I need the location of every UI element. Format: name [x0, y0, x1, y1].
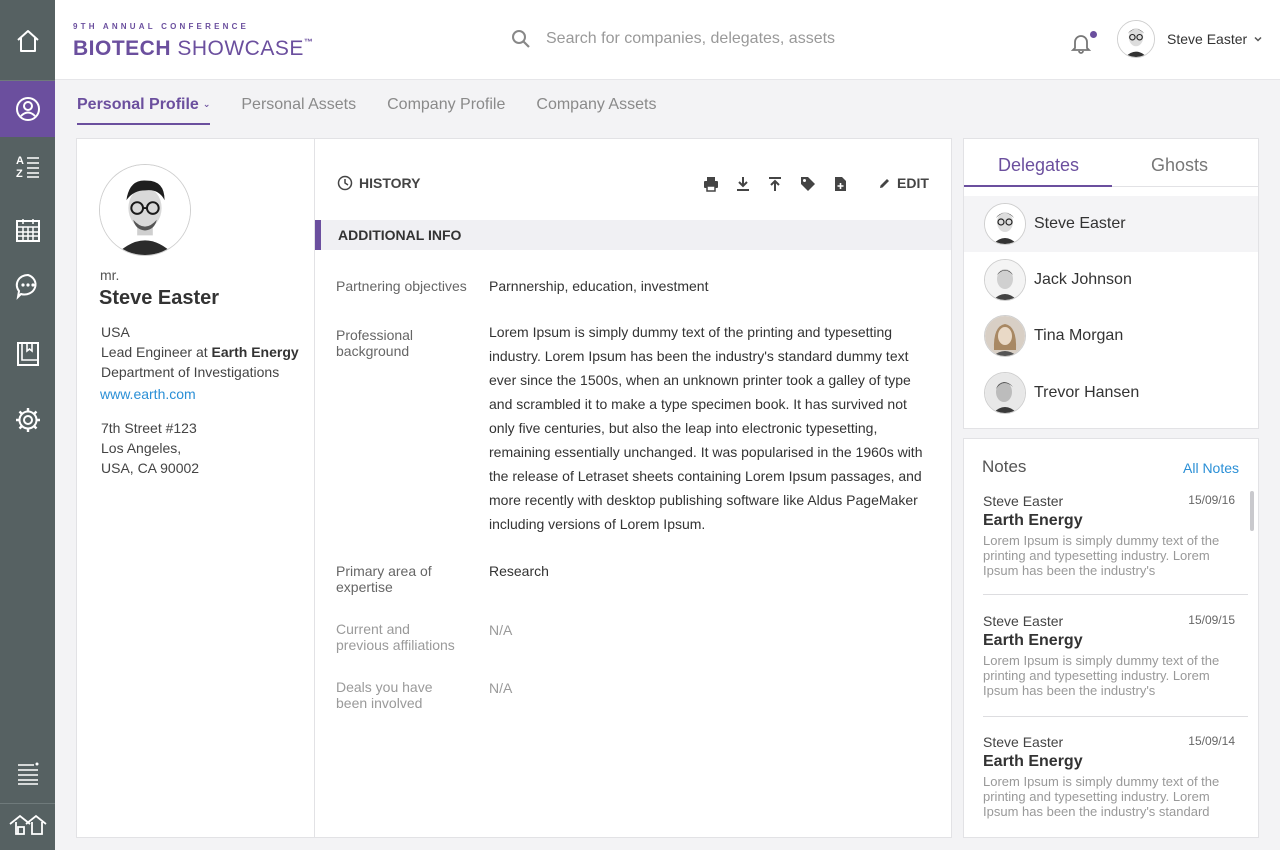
field-label-affiliations: Current and previous affiliations — [336, 621, 455, 653]
profile-country: USA — [101, 324, 130, 340]
conference-logo[interactable] — [73, 22, 313, 60]
note-author: Steve Easter — [983, 734, 1064, 750]
delegate-item[interactable] — [964, 196, 1258, 252]
profile-website-link[interactable]: www.earth.com — [100, 386, 196, 402]
delegate-name: Trevor Hansen — [1034, 384, 1140, 401]
search-input[interactable] — [546, 30, 926, 48]
profile-icon — [14, 95, 42, 123]
book-icon — [14, 340, 42, 368]
delegate-name: Jack Johnson — [1034, 271, 1132, 288]
profile-department: Department of Investigations — [101, 364, 280, 380]
top-header — [55, 0, 1280, 80]
settings-icon — [14, 406, 42, 434]
chat-icon — [14, 272, 42, 300]
nav-home[interactable] — [0, 13, 55, 69]
section-title: ADDITIONAL INFO — [338, 227, 462, 243]
edit-button[interactable] — [878, 175, 929, 191]
note-date: 15/09/16 — [1188, 493, 1235, 507]
field-label-background: Professional background — [336, 327, 414, 359]
upload-icon[interactable] — [766, 175, 784, 193]
tab-delegates[interactable]: Delegates — [998, 155, 1080, 175]
field-value-deals: N/A — [489, 680, 513, 696]
delegate-item[interactable] — [964, 252, 1258, 308]
field-label-deals: Deals you have been involved — [336, 679, 433, 711]
note-company: Earth Energy — [983, 512, 1083, 529]
history-button[interactable] — [337, 175, 420, 191]
pencil-icon — [878, 177, 891, 190]
field-value-affiliations: N/A — [489, 622, 513, 638]
delegate-item[interactable] — [964, 308, 1258, 364]
logo-tagline: 9TH ANNUAL CONFERENCE — [73, 22, 250, 31]
svg-text:Z: Z — [15, 168, 23, 180]
delegate-avatar-icon — [985, 259, 1025, 301]
notification-bell-icon[interactable] — [1070, 32, 1092, 54]
delegate-name: Tina Morgan — [1034, 327, 1124, 344]
nav-agenda[interactable] — [0, 202, 55, 258]
home-icon — [14, 27, 42, 55]
nav-library[interactable] — [0, 326, 55, 382]
calendar-icon — [14, 216, 42, 244]
tab-personal-assets[interactable]: Personal Assets — [241, 96, 357, 113]
user-avatar-icon — [1118, 20, 1154, 58]
search-icon — [510, 28, 532, 50]
avatar — [984, 203, 1026, 245]
global-search — [510, 28, 926, 50]
field-label-partnering: Partnering objectives — [336, 278, 467, 294]
nav-venue[interactable] — [0, 796, 55, 850]
profile-name: Steve Easter — [99, 287, 220, 309]
delegates-tabs — [964, 139, 1258, 187]
az-list-icon — [14, 152, 42, 180]
svg-text:A: A — [15, 155, 24, 167]
avatar — [984, 315, 1026, 357]
note-company: Earth Energy — [983, 632, 1083, 649]
print-icon[interactable] — [702, 175, 720, 193]
profile-address-line3: USA, CA 90002 — [101, 460, 200, 476]
chevron-down-icon: ⌄ — [202, 99, 211, 109]
delegate-item[interactable] — [964, 365, 1258, 421]
avatar — [1117, 20, 1155, 58]
clock-icon — [337, 175, 353, 191]
note-text: Lorem Ipsum is simply dummy text of the printing and typesetting industry. Lorem Ipsum has been the industry's — [983, 533, 1220, 578]
note-date: 15/09/14 — [1188, 734, 1235, 748]
profile-tabs — [77, 96, 687, 125]
note-text: Lorem Ipsum is simply dummy text of the printing and typesetting industry. Lorem Ipsum has been the industry's — [983, 653, 1220, 698]
profile-company: Earth Energy — [211, 344, 299, 360]
profile-photo — [99, 164, 191, 256]
notification-indicator — [1090, 31, 1097, 38]
profile-salutation: mr. — [100, 267, 120, 283]
note-divider — [983, 594, 1248, 595]
tab-company-profile[interactable]: Company Profile — [387, 96, 506, 113]
notes-scrollbar[interactable] — [1250, 491, 1254, 531]
delegate-name: Steve Easter — [1034, 215, 1126, 232]
field-label-expertise: Primary area of expertise — [336, 563, 432, 595]
edit-label: EDIT — [897, 175, 929, 191]
user-name: Steve Easter — [1167, 31, 1248, 47]
field-value-partnering: Parnnership, education, investment — [489, 278, 709, 294]
profile-role: Lead Engineer at Earth Energy — [101, 344, 299, 360]
note-text: Lorem Ipsum is simply dummy text of the printing and typesetting industry. Lorem Ipsum has been the industry's standard — [983, 774, 1220, 819]
tab-ghosts[interactable]: Ghosts — [1151, 155, 1209, 175]
left-nav-rail — [0, 0, 55, 850]
profile-address-line2: Los Angeles, — [101, 440, 182, 456]
nav-directory[interactable] — [0, 138, 55, 194]
delegates-card — [963, 138, 1259, 429]
download-icon[interactable] — [734, 175, 752, 193]
menu-list-icon — [14, 759, 42, 787]
active-tab-indicator — [964, 185, 1112, 187]
note-divider — [983, 716, 1248, 717]
field-value-expertise: Research — [489, 563, 549, 579]
tab-company-assets[interactable]: Company Assets — [536, 96, 657, 113]
nav-menu[interactable] — [0, 745, 55, 801]
nav-profile[interactable] — [0, 81, 55, 137]
profile-summary-card — [76, 138, 315, 838]
nav-messages[interactable] — [0, 258, 55, 314]
add-file-icon[interactable] — [831, 175, 849, 193]
houses-icon — [8, 810, 48, 838]
tag-icon[interactable] — [799, 175, 817, 193]
avatar — [984, 259, 1026, 301]
note-item[interactable] — [983, 493, 1248, 578]
logo-wordmark: BIOTECH SHOWCASE™ — [73, 37, 314, 60]
chevron-down-icon — [1253, 34, 1263, 44]
profile-details-panel — [315, 138, 952, 838]
tab-personal-profile[interactable]: Personal Profile ⌄ — [77, 96, 210, 125]
profile-address-line1: 7th Street #123 — [101, 420, 197, 436]
field-value-background: Lorem Ipsum is simply dummy text of the printing and typesetting industry. Lorem Ipsum has been the industry's standard dummy text ever since the 1500s, when an unknown printer took a galley of type and scrambled it to make a type specimen book. It has survived not only five centuries, but also the leap into electronic typesetting, remaining essentially unchanged. It was popularised in the 1960s with the release of Letraset sheets containing Lorem Ipsum passages, and more recently with desktop publishing software like Aldus PageMaker including versions of Lorem Ipsum. — [489, 324, 923, 532]
delegate-avatar-icon — [985, 203, 1025, 245]
history-label: HISTORY — [359, 175, 421, 191]
notes-title: Notes — [982, 457, 1027, 476]
note-author: Steve Easter — [983, 613, 1064, 629]
delegate-avatar-icon — [985, 315, 1025, 357]
note-item[interactable] — [983, 613, 1248, 698]
avatar — [984, 372, 1026, 414]
additional-info-header — [315, 220, 951, 250]
delegate-avatar-icon — [985, 372, 1025, 414]
nav-settings[interactable] — [0, 392, 55, 448]
all-notes-link[interactable]: All Notes — [1183, 460, 1240, 476]
note-item[interactable] — [983, 734, 1248, 819]
notes-card — [963, 438, 1259, 838]
user-menu[interactable] — [1117, 20, 1263, 58]
note-company: Earth Energy — [983, 753, 1083, 770]
note-author: Steve Easter — [983, 493, 1064, 509]
profile-avatar-icon — [100, 164, 190, 256]
note-date: 15/09/15 — [1188, 613, 1235, 627]
